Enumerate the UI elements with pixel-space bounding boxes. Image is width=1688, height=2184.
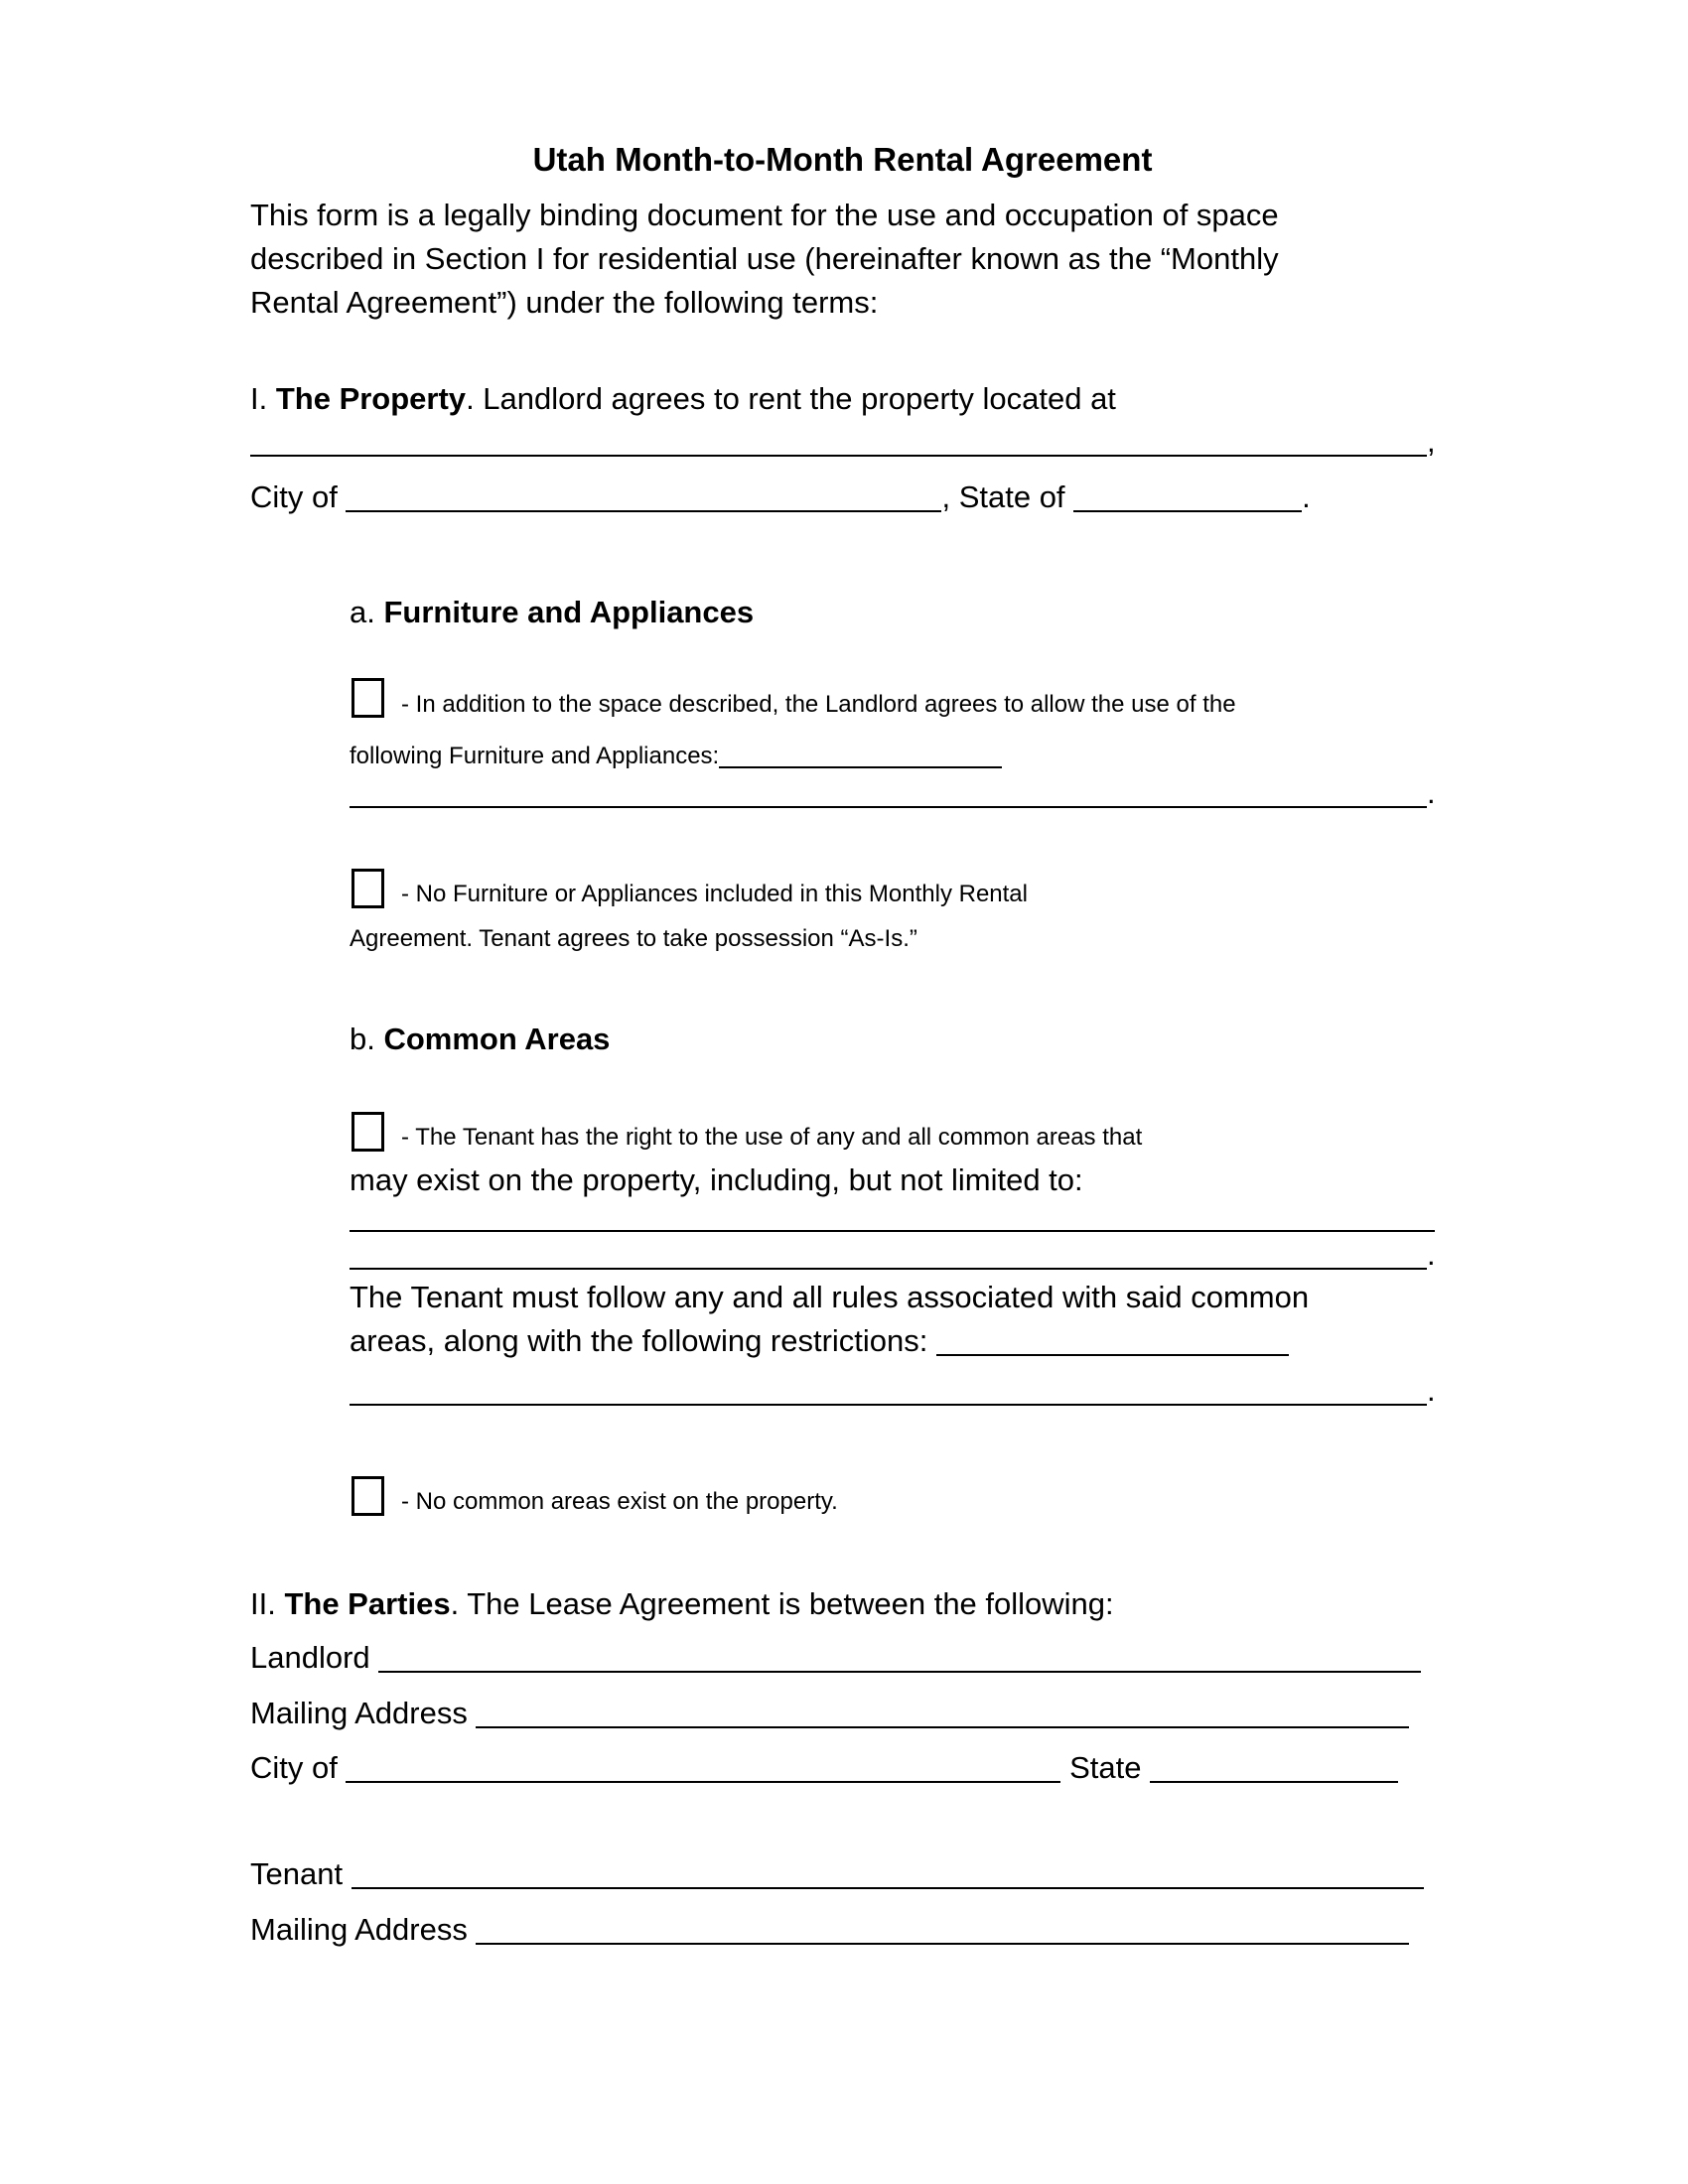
tenant-label: Tenant [250, 1856, 352, 1891]
blank-property-city[interactable] [346, 509, 941, 512]
blank-landlord-state[interactable] [1150, 1780, 1398, 1783]
subsection-b-title: Common Areas [383, 1022, 611, 1056]
section-2-number: II. [250, 1586, 285, 1621]
section-1-number: I. [250, 381, 276, 416]
state-label: , State of [941, 479, 1074, 514]
subsection-a-heading [350, 594, 754, 631]
subsection-a-number: a. [350, 595, 384, 629]
blank-landlord-city[interactable] [346, 1780, 1060, 1783]
blank-tenant-mailing-address[interactable] [476, 1942, 1409, 1945]
rules-line-2 [350, 1322, 1289, 1360]
page-title: Utah Month-to-Month Rental Agreement [532, 141, 1153, 178]
blank-property-address[interactable] [250, 454, 1427, 457]
blank-tenant-name[interactable] [352, 1886, 1424, 1889]
section-1-title: The Property [275, 381, 467, 416]
property-address-row [250, 423, 1436, 461]
common-areas-fill-row-1 [350, 1198, 1435, 1236]
furniture-included-line-1: - In addition to the space described, the Landlord agrees to allow the use of the [401, 691, 1236, 718]
property-city-state-row [250, 478, 1311, 516]
section-1-text: . Landlord agrees to rent the property located at [466, 381, 1116, 416]
common-areas-fill-row-2 [350, 1236, 1436, 1274]
furniture-list-label: following Furniture and Appliances: [350, 743, 720, 769]
city-state-period: . [1302, 479, 1311, 514]
tenant-row [250, 1855, 1424, 1893]
landlord-mailing-label: Mailing Address [250, 1696, 477, 1730]
tenant-mailing-row [250, 1911, 1409, 1949]
subsection-b-number: b. [350, 1022, 384, 1056]
blank-restrictions-short[interactable] [936, 1353, 1289, 1356]
furniture-fill-row [350, 774, 1436, 812]
common-areas-line-2: may exist on the property, including, but not limited to: [350, 1162, 1083, 1197]
landlord-row [250, 1639, 1421, 1677]
blank-restrictions-long[interactable] [350, 1403, 1427, 1406]
blank-common-areas-2[interactable] [350, 1267, 1427, 1270]
intro-line-3: Rental Agreement”) under the following terms: [250, 285, 879, 320]
section-2-title: The Parties [284, 1586, 451, 1621]
blank-landlord-name[interactable] [378, 1670, 1421, 1673]
restrictions-label: areas, along with the following restrictions: [350, 1323, 937, 1358]
landlord-label: Landlord [250, 1640, 379, 1675]
landlord-mailing-row [250, 1695, 1409, 1732]
restrictions-fill-row [350, 1372, 1436, 1410]
intro-line-2: described in Section I for residential use (hereinafter known as the “Monthly [250, 241, 1279, 276]
rules-line-1: The Tenant must follow any and all rules associated with said common [350, 1280, 1310, 1314]
city-label: City of [250, 479, 347, 514]
landlord-city-state-row [250, 1749, 1398, 1787]
no-common-areas-line: - No common areas exist on the property. [401, 1488, 838, 1515]
blank-furniture-list-short[interactable] [719, 765, 1002, 768]
no-furniture-line-1: - No Furniture or Appliances included in this Monthly Rental [401, 881, 1028, 907]
common-areas-line-1: - The Tenant has the right to the use of any and all common areas that [401, 1124, 1143, 1151]
checkbox-furniture-included[interactable] [352, 678, 384, 718]
intro-line-1: This form is a legally binding document for the use and occupation of space [250, 198, 1279, 232]
tenant-mailing-label: Mailing Address [250, 1912, 477, 1947]
no-furniture-line-2: Agreement. Tenant agrees to take possession “As-Is.” [350, 925, 917, 952]
restrictions-fill-period: . [1427, 1373, 1436, 1408]
address-line-comma: , [1427, 424, 1436, 459]
section-1-heading [250, 380, 1116, 418]
blank-property-state[interactable] [1073, 509, 1302, 512]
checkbox-no-common-areas[interactable] [352, 1476, 384, 1516]
section-2-text: . The Lease Agreement is between the following: [450, 1586, 1114, 1621]
blank-common-areas-1[interactable] [350, 1229, 1435, 1232]
checkbox-no-furniture[interactable] [352, 869, 384, 908]
furniture-included-line-2 [350, 742, 1002, 771]
furniture-fill-period: . [1427, 775, 1436, 810]
subsection-b-heading [350, 1021, 610, 1058]
checkbox-common-areas[interactable] [352, 1112, 384, 1152]
landlord-state-label: State [1060, 1750, 1151, 1785]
landlord-city-label: City of [250, 1750, 347, 1785]
subsection-a-title: Furniture and Appliances [383, 595, 755, 629]
blank-furniture-list-long[interactable] [350, 805, 1427, 808]
section-2-heading [250, 1585, 1114, 1623]
blank-landlord-mailing-address[interactable] [476, 1725, 1409, 1728]
common-areas-fill-period: . [1427, 1237, 1436, 1272]
